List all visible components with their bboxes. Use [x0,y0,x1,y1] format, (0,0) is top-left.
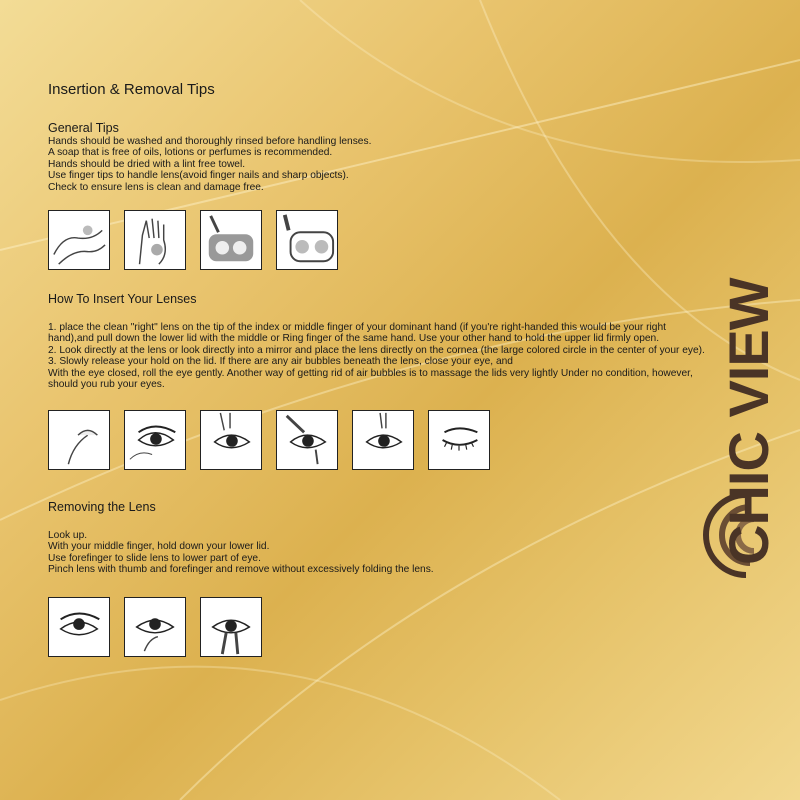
lens-case-illustration [200,210,262,270]
pull-lower-lid-illustration [124,410,186,470]
removal-heading: Removing the Lens [48,500,156,514]
removal-illustrations [48,597,276,657]
insert-heading: How To Insert Your Lenses [48,292,197,306]
insert-text [48,322,708,390]
insert-step-line: With the eye closed, roll the eye gently. Another way of getting rid of air bubbles is to massage the lids very lightly Under no condition, however, should you rub your eyes. [48,367,693,391]
pinch-lens-illustration [200,597,262,657]
brand-logo [676,220,786,600]
general-tips-heading: General Tips [48,121,119,135]
general-tip-line: A soap that is free of oils, lotions or perfumes is recommended. [48,147,333,159]
removal-step-line: With your middle finger, hold down your lower lid. [48,541,270,553]
brand-name: CHIC VIEW [717,278,780,565]
general-tip-line: Hands should be dried with a lint free towel. [48,158,246,170]
general-tip-line: Use finger tips to handle lens(avoid finger nails and sharp objects). [48,170,349,182]
rinse-hands-illustration [124,210,186,270]
release-lid-illustration [352,410,414,470]
insert-step-line: 2. Look directly at the lens or look directly into a mirror and place the lens directly on the cornea (the large colored circle in the center of your eye). [48,344,705,356]
removal-step-line: Pinch lens with thumb and forefinger and remove without excessively folding the lens. [48,564,434,576]
place-lens-illustration [276,410,338,470]
look-at-lens-illustration [200,410,262,470]
page-title: Insertion & Removal Tips [48,81,215,98]
general-tip-line: Hands should be washed and thoroughly rinsed before handling lenses. [48,136,372,147]
hold-lower-lid-illustration [124,597,186,657]
removal-step-line: Look up. [48,530,88,541]
look-up-illustration [48,597,110,657]
general-tips-text [48,136,708,193]
removal-step-line: Use forefinger to slide lens to lower part of eye. [48,552,261,564]
lens-solution-illustration [276,210,338,270]
general-illustrations [48,210,352,270]
closed-eye-illustration [428,410,490,470]
general-tip-line: Check to ensure lens is clean and damage free. [48,181,264,193]
insert-step-line: 3. Slowly release your hold on the lid. If there are any air bubbles beneath the lens, close your eye, and [48,356,513,368]
insert-illustrations [48,410,504,470]
insert-step-line: 1. place the clean "right" lens on the tip of the index or middle finger of your dominant hand (if you're right-handed this would be your right hand),and pull down the lower lid with the middle or Ring finger of the same hand. Use your other hand to hold the upper lid firmly open. [48,322,666,345]
wash-hands-illustration [48,210,110,270]
lens-on-finger-illustration [48,410,110,470]
removal-text [48,530,708,576]
